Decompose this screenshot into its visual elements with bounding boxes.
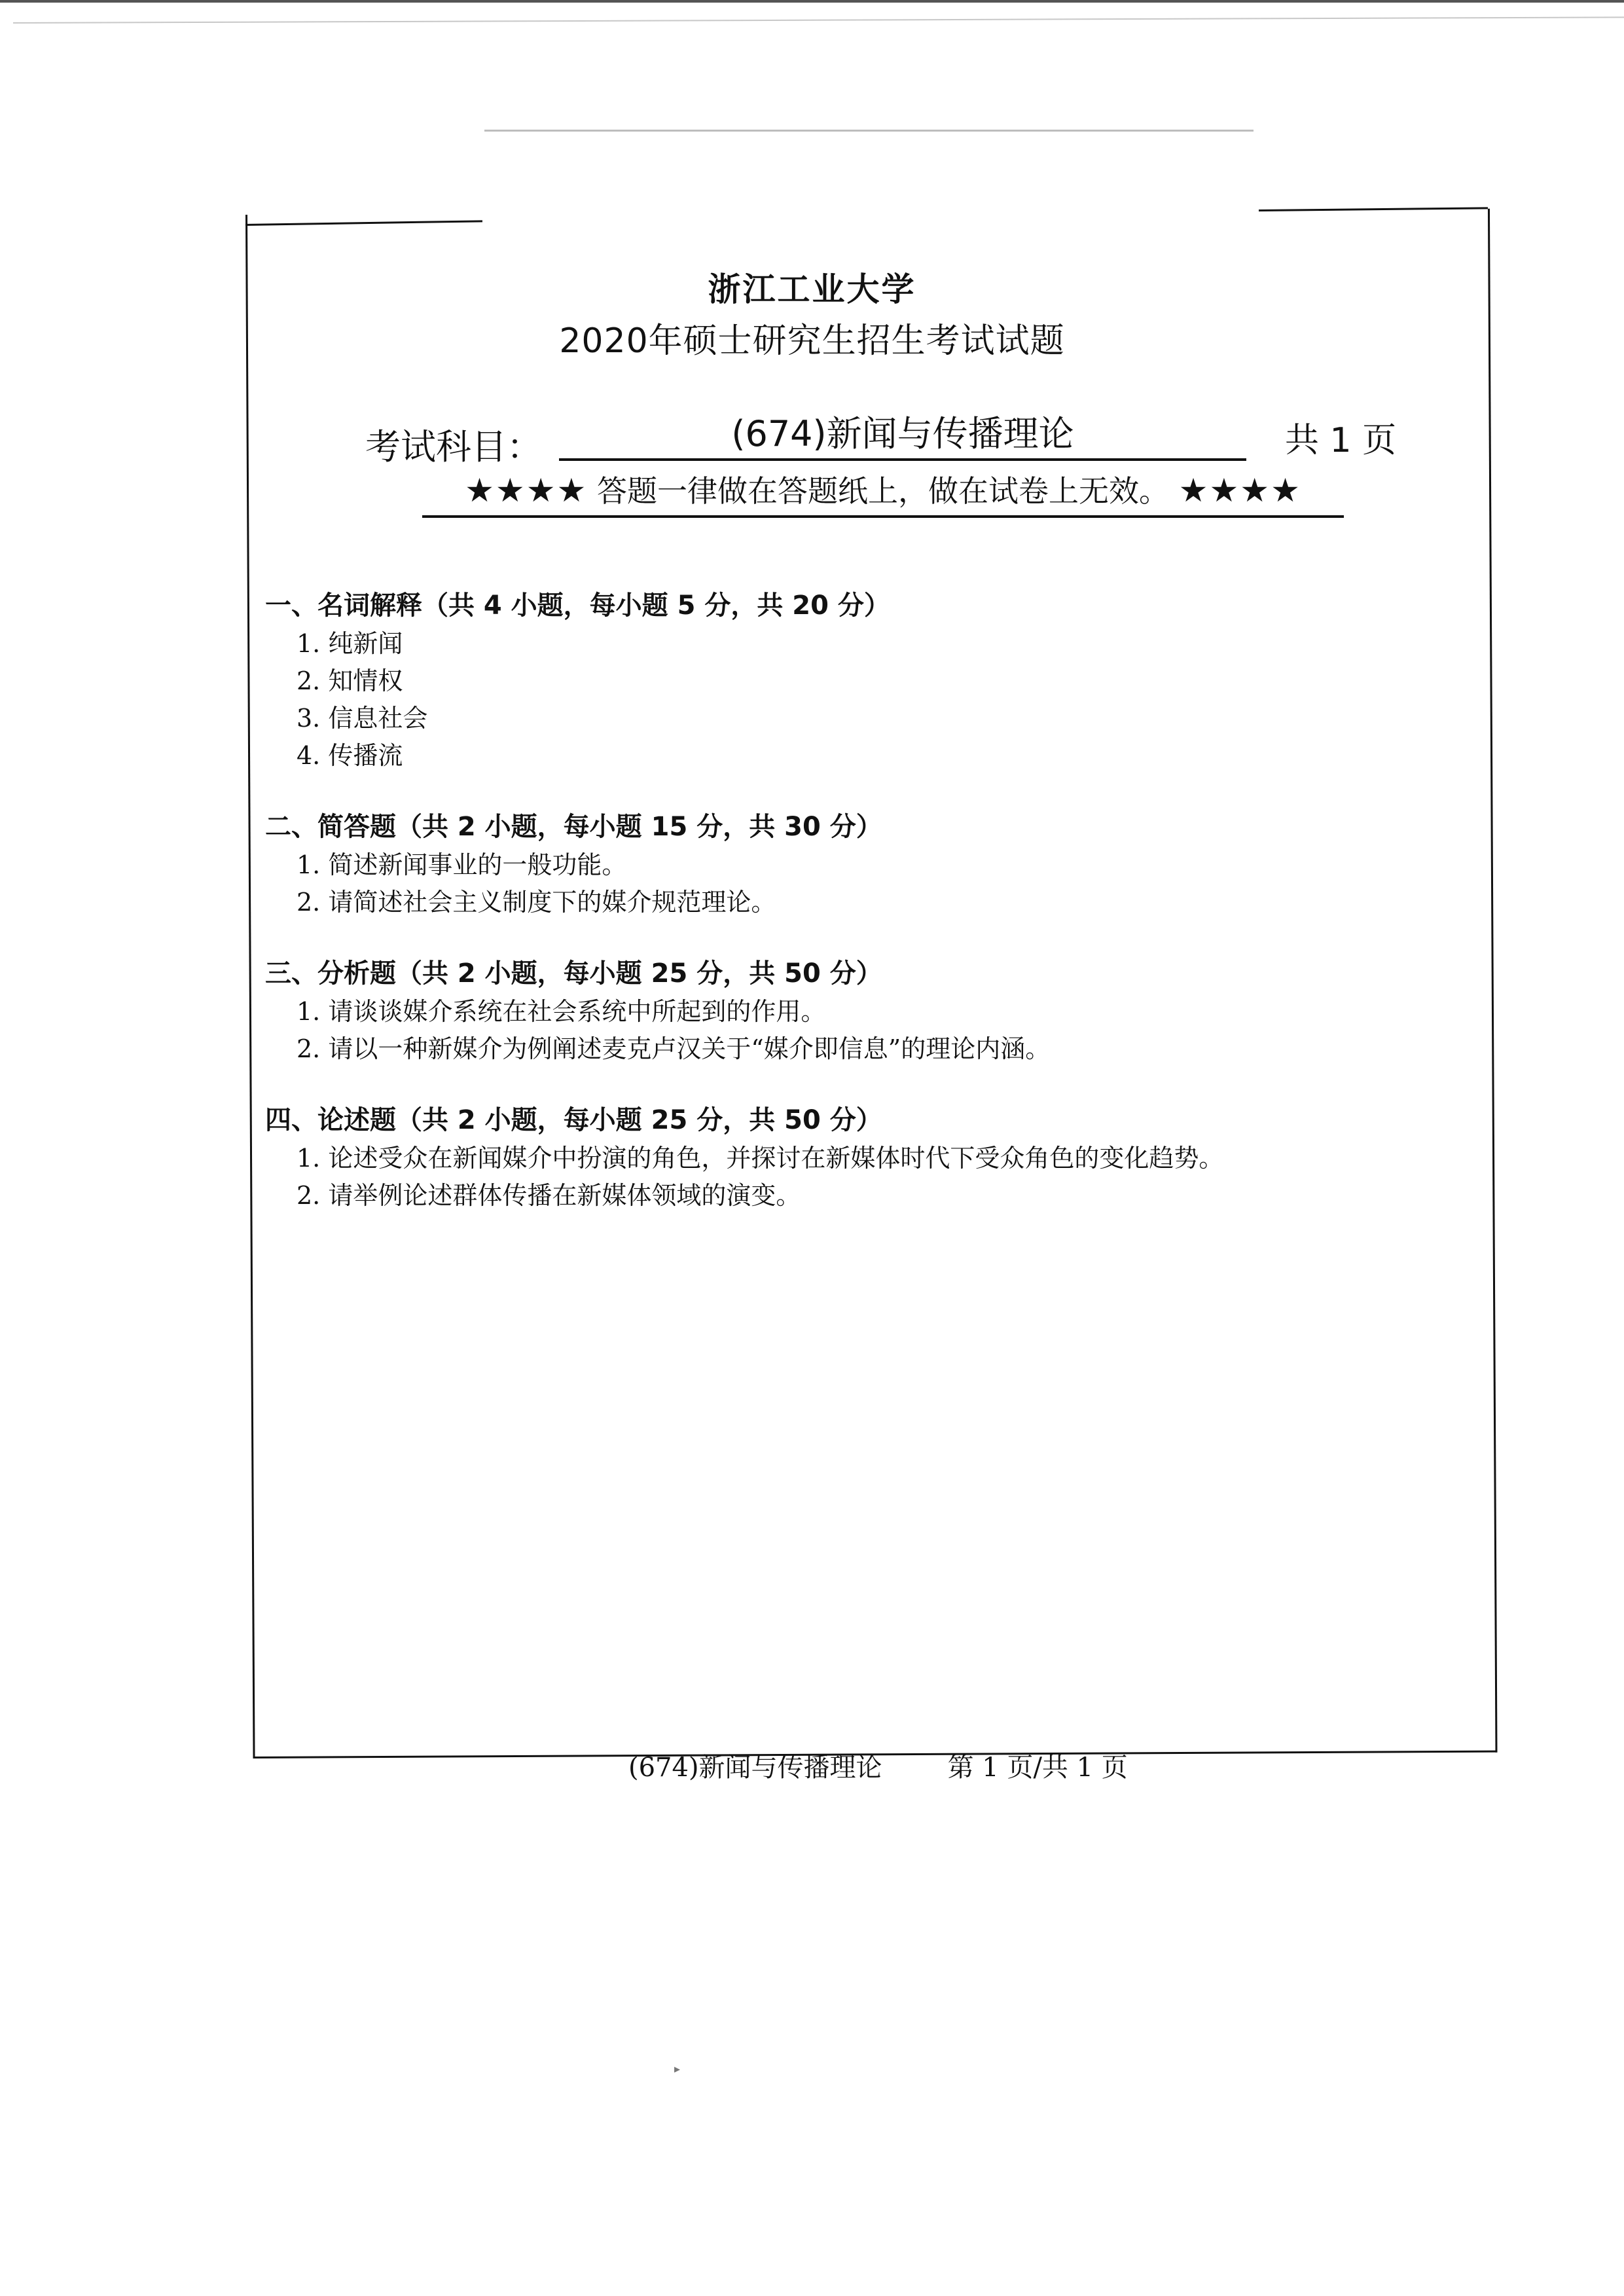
section-heading: 一、名词解释（共 4 小题，每小题 5 分，共 20 分） xyxy=(265,591,890,621)
question-item: 1. 请谈谈媒介系统在社会系统中所起到的作用。 xyxy=(297,997,826,1026)
question-item: 1. 简述新闻事业的一般功能。 xyxy=(297,850,627,879)
scan-edge xyxy=(0,0,1624,3)
star-icon-group-left: ★★★★ xyxy=(465,471,588,509)
section-short-answer xyxy=(265,807,1443,921)
page-footer xyxy=(628,1747,1128,1784)
scan-artifact-line xyxy=(13,16,1624,24)
exam-title: 2020年硕士研究生招生考试试题 xyxy=(559,321,1065,361)
question-item: 2. 知情权 xyxy=(297,666,403,695)
question-item: 1. 纯新闻 xyxy=(297,629,403,658)
question-item: 4. 传播流 xyxy=(297,741,403,770)
scan-speck: ▸ xyxy=(674,2062,681,2076)
star-icon-group-right: ★★★★ xyxy=(1178,471,1301,509)
subject-value: (674)新闻与传播理论 xyxy=(559,412,1246,461)
question-item: 3. 信息社会 xyxy=(297,704,428,733)
question-item: 2. 请以一种新媒介为例阐述麦克卢汉关于“媒介即信息”的理论内涵。 xyxy=(297,1034,1051,1063)
question-item: 1. 论述受众在新闻媒介中扮演的角色，并探讨在新媒体时代下受众角色的变化趋势。 xyxy=(297,1144,1224,1173)
section-heading: 四、论述题（共 2 小题，每小题 25 分，共 50 分） xyxy=(265,1105,882,1135)
section-terms xyxy=(265,586,1443,774)
question-item: 2. 请举例论述群体传播在新媒体领域的演变。 xyxy=(297,1181,801,1210)
label-strip-edge xyxy=(484,130,1254,132)
section-essay xyxy=(265,1101,1443,1214)
footer-subject: (674)新闻与传播理论 xyxy=(628,1753,882,1783)
footer-page-number: 第 1 页/共 1 页 xyxy=(947,1753,1128,1783)
notice-text: 答题一律做在答题纸上，做在试卷上无效。 xyxy=(587,473,1179,509)
question-list xyxy=(265,586,1443,1247)
subject-row xyxy=(365,412,1413,465)
question-item: 2. 请简述社会主义制度下的媒介规范理论。 xyxy=(297,888,776,917)
subject-label: 考试科目： xyxy=(365,426,542,467)
section-analysis xyxy=(265,954,1443,1068)
page-count: 共 1 页 xyxy=(1285,421,1397,460)
section-heading: 三、分析题（共 2 小题，每小题 25 分，共 50 分） xyxy=(265,958,882,989)
section-heading: 二、简答题（共 2 小题，每小题 15 分，共 30 分） xyxy=(265,812,882,842)
university-name: 浙江工业大学 xyxy=(708,270,916,308)
answer-notice xyxy=(422,470,1344,518)
